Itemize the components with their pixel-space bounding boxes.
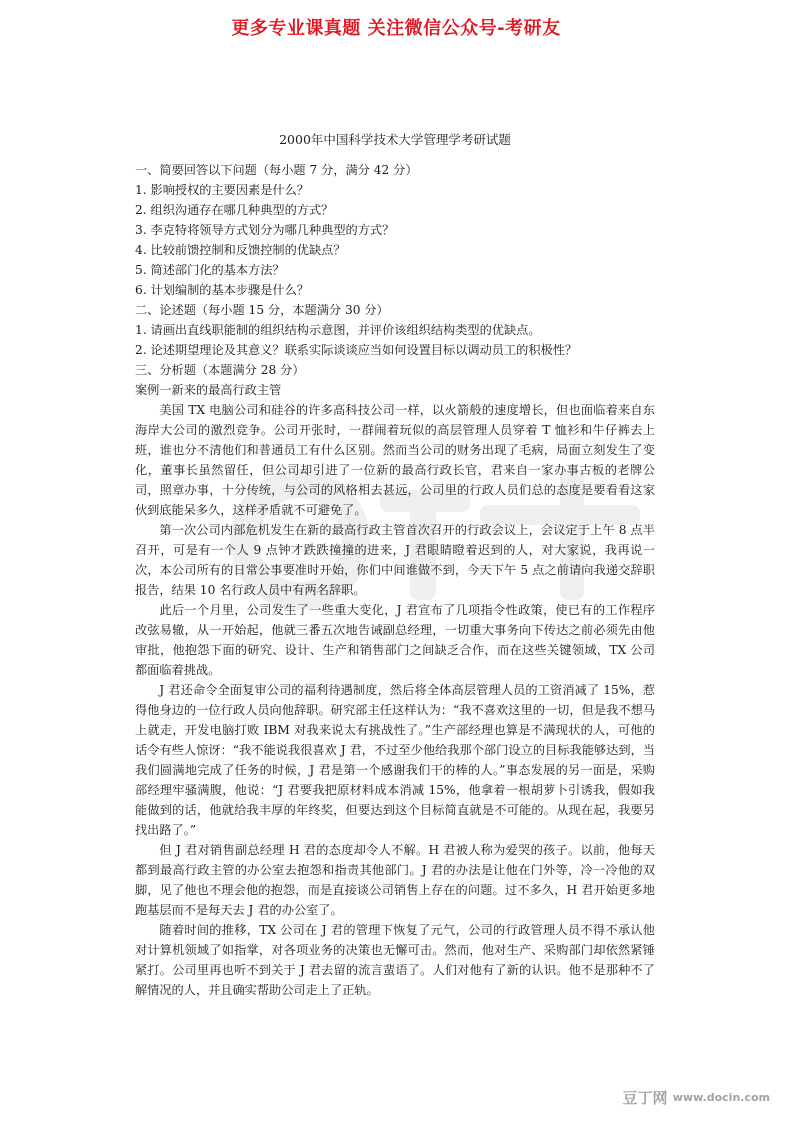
case-paragraph: 随着时间的推移，TX 公司在 J 君的管理下恢复了元气，公司的行政管理人员不得不承认他对计算机领域了如指掌，对各项业务的决策也无懈可击。然而，他对生产、采购部门却依然紧锤紧打。公司里再也听不到关于 J 君去留的流言蜚语了。人们对他有了新的认识。他不是那种不了解情况的人，并且确实帮助公司走上了正轨。 <box>135 923 655 997</box>
footer-url: www.docin.com <box>672 1091 770 1104</box>
question-item: 5. 简述部门化的基本方法？ <box>135 263 285 277</box>
exam-document <box>135 130 655 1000</box>
case-paragraph: 但 J 君对销售副总经理 H 君的态度却令人不解。H 君被人称为爱哭的孩子。以前，他每天都到最高行政主管的办公室去抱怨和指责其他部门。J 君的办法是让他在门外等，冷一冷他的双脚，见了他也不理会他的抱怨，而是直接谈公司销售上存在的问题。过不多久，H 君开始更多地跑基层而不是每天去 J 君的办公室了。 <box>135 843 655 917</box>
section-analysis <box>135 360 655 1000</box>
case-paragraph: J 君还命令全面复审公司的福利待遇制度，然后将全体高层管理人员的工资消减了 15%，惹得他身边的一位行政人员向他辞职。研究部主任这样认为：“我不喜欢这里的一切，但是我不想马上就走，开发电脑打败 IBM 对我来说太有挑战性了。”生产部经理也算是不满现状的人，可他的话令有些人惊讶：“我不能说我很喜欢 J 君，不过至少他给我那个部门设立的目标我能够达到，当我们圆满地完成了任务的时候，J 君是第一个感谢我们干的棒的人。”事态发展的另一面是，采购部经理牢骚满腹，他说：“J 君要我把原材料成本消减 15%，他拿着一根胡萝卜引诱我，假如我能做到的话，他就给我丰厚的年终奖，但要达到这个目标简直就是不可能的。从现在起，我要另找出路了。” <box>135 683 655 837</box>
page-title: 2000年中国科学技术大学管理学考研试题 <box>279 132 511 147</box>
section-heading: 二、论述题（每小题 15 分，本题满分 30 分） <box>135 303 389 317</box>
footer-brand: 豆丁网 <box>622 1089 668 1107</box>
case-paragraph: 此后一个月里，公司发生了一些重大变化，J 君宣布了几项指令性政策，使已有的工作程序改弦易辙，从一开始起，他就三番五次地告诫副总经理，一切重大事务向下传达之前必须先由他审批，他抱怨下面的研究、设计、生产和销售部门之间缺乏合作，而在这些关键领域，TX 公司都面临着挑战。 <box>135 603 655 677</box>
section-essay <box>135 300 655 360</box>
case-paragraph: 第一次公司内部危机发生在新的最高行政主管首次召开的行政会议上，会议定于上午 8 点半召开，可是有一个人 9 点钟才跌跌撞撞的进来，J 君眼睛瞪着迟到的人，对大家说，我再说一次，本公司所有的日常公事要准时开始，你们中间谁做不到，今天下午 5 点之前请向我递交辞职报告，结果 10 名行政人员中有两名辞职。 <box>135 523 655 597</box>
question-item: 1. 请画出直线职能制的组织结构示意图，并评价该组织结构类型的优缺点。 <box>135 323 541 337</box>
docin-footer-logo <box>623 1087 770 1108</box>
section-heading: 三、分析题（本题满分 28 分） <box>135 363 305 377</box>
question-item: 1. 影响授权的主要因素是什么？ <box>135 183 309 197</box>
question-item: 3. 李克特将领导方式划分为哪几种典型的方式？ <box>135 223 395 237</box>
case-title: 案例一新来的最高行政主管 <box>135 383 282 397</box>
question-item: 6. 计划编制的基本步骤是什么？ <box>135 283 309 297</box>
question-item: 4. 比较前馈控制和反馈控制的优缺点？ <box>135 243 346 257</box>
promo-banner: 更多专业课真题 关注微信公众号-考研友 <box>231 18 561 39</box>
section-heading: 一、简要回答以下问题（每小题 7 分，满分 42 分） <box>135 163 418 177</box>
question-item: 2. 组织沟通存在哪几种典型的方式？ <box>135 203 334 217</box>
case-paragraph: 美国 TX 电脑公司和硅谷的许多高科技公司一样，以火箭般的速度增长，但也面临着来自东海岸大公司的激烈竞争。公司开张时，一群闹着玩似的高层管理人员穿着 T 恤衫和牛仔裤去上班，谁也分不清他们和普通员工有什么区别。然而当公司的财务出现了毛病，局面立刻发生了变化，董事长虽然留任，但公司却引进了一位新的最高行政长官，君来自一家办事古板的老牌公司，照章办事，十分传统，与公司的风格相去甚远，公司里的行政人员们总的态度是要看看这家伙到底能呆多久，这样矛盾就不可避免了。 <box>135 403 655 517</box>
section-short-answer <box>135 160 655 300</box>
question-item: 2. 论述期望理论及其意义？联系实际谈谈应当如何设置目标以调动员工的积极性？ <box>135 343 578 357</box>
